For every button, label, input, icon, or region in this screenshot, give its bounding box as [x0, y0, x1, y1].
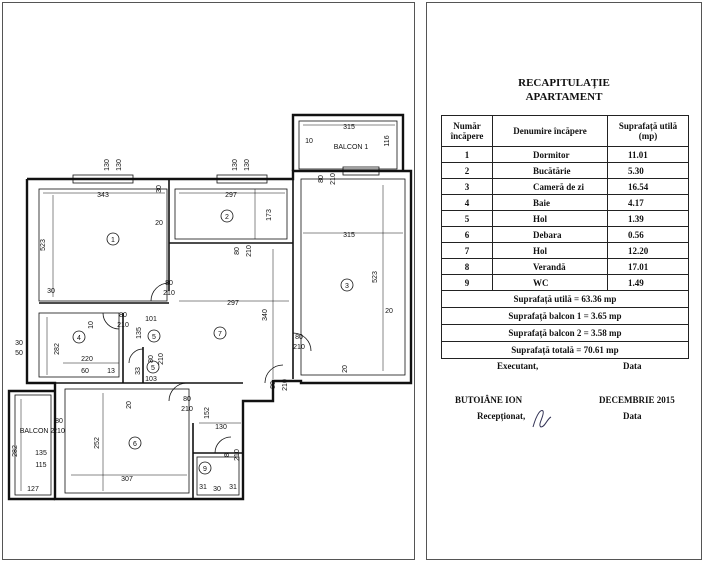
balcony-1-label: BALCON 1	[333, 144, 369, 151]
dim-282a: 282	[54, 343, 61, 355]
total-row: Suprafață totală = 70.61 mp	[442, 342, 689, 359]
dim-31b: 31	[229, 484, 237, 491]
dim-80a: 80	[234, 247, 241, 255]
dim-523b: 523	[372, 271, 379, 283]
dim-173: 173	[266, 209, 273, 221]
table-row: 4 Baie 4.17	[442, 195, 689, 211]
room-5a-num: 5	[152, 334, 156, 341]
dim-win2b: 130	[244, 159, 251, 171]
data-label-2: Data	[623, 411, 642, 421]
room-6-num: 6	[133, 441, 137, 448]
balcony-2-wall	[9, 391, 55, 499]
total-row: Suprafață balcon 2 = 3.58 mp	[442, 325, 689, 342]
room-5b-num: 5	[151, 365, 155, 372]
dim-30c: 30	[15, 340, 23, 347]
dim-252: 252	[94, 437, 101, 449]
dim-523a: 523	[40, 239, 47, 251]
dim-135: 135	[136, 327, 143, 339]
dim-343: 343	[97, 192, 109, 199]
bal1-10: 10	[305, 138, 313, 145]
bal2-135: 135	[35, 450, 47, 457]
dim-103: 103	[145, 376, 157, 383]
room-9-num: 9	[203, 466, 207, 473]
table-row: 1 Dormitor 11.01	[442, 147, 689, 163]
door-arc-5	[129, 349, 143, 363]
bal2-127: 127	[27, 486, 39, 493]
dim-210b: 210	[163, 290, 175, 297]
table-row: 9 WC 1.49	[442, 275, 689, 291]
dim-315: 315	[343, 232, 355, 239]
room-4-num: 4	[77, 335, 81, 342]
dim-60: 60	[81, 368, 89, 375]
recap-title-line2: APARTAMENT	[525, 91, 603, 103]
dim-80d: 80	[148, 355, 155, 363]
dim-297b: 297	[227, 300, 239, 307]
dim-307: 307	[121, 476, 133, 483]
dim-80e: 80	[119, 312, 127, 319]
door-arc-9	[215, 437, 231, 453]
dim-10a: 10	[88, 321, 95, 329]
dim-20d: 20	[126, 401, 133, 409]
total-row: Suprafață balcon 1 = 3.65 mp	[442, 308, 689, 325]
dim-340: 340	[262, 309, 269, 321]
dim-30b: 30	[47, 288, 55, 295]
recap-sheet	[426, 2, 702, 560]
receptionat-label: Recepționat,	[477, 411, 526, 421]
dim-33: 33	[135, 367, 142, 375]
dim-80f: 80	[183, 396, 191, 403]
dim-80g: 80	[270, 381, 277, 389]
dim-210g: 210	[282, 379, 289, 391]
dim-297a: 297	[225, 192, 237, 199]
dim-80c: 80	[295, 334, 303, 341]
table-row: 2 Bucătărie 5.30	[442, 163, 689, 179]
bal1-210: 210	[330, 173, 337, 185]
dim-13: 13	[107, 368, 115, 375]
dim-210f: 210	[181, 406, 193, 413]
bal1-116: 116	[384, 135, 391, 147]
bal2-80: 80	[55, 418, 63, 425]
dim-20c: 20	[342, 365, 349, 373]
dim-210d: 210	[158, 353, 165, 365]
dim-210e: 210	[117, 322, 129, 329]
dim-20a: 20	[155, 220, 163, 227]
dim-130: 130	[215, 424, 227, 431]
dim-210a: 210	[246, 245, 253, 257]
room-1-outline	[39, 189, 167, 301]
dim-win1a: 130	[104, 159, 111, 171]
dim-30a: 30	[156, 185, 163, 193]
room-3-num: 3	[345, 283, 349, 290]
floor-plan-sheet	[2, 2, 415, 560]
floor-plan-drawing	[3, 3, 416, 561]
room-1-num: 1	[111, 237, 115, 244]
table-row: 7 Hol 12.20	[442, 243, 689, 259]
dim-210h: 210	[234, 449, 241, 461]
dim-30d: 30	[213, 486, 221, 493]
dim-152: 152	[204, 407, 211, 419]
header-room-name: Denumire încăpere	[493, 116, 608, 147]
dim-315top: 315	[343, 124, 355, 131]
executant-label: Executant,	[497, 361, 539, 371]
dim-8: 8	[224, 453, 231, 457]
recap-title-line1: RECAPITULAȚIE	[518, 77, 610, 89]
bal2-210: 210	[53, 428, 65, 435]
dim-210c: 210	[293, 344, 305, 351]
dim-31a: 31	[199, 484, 207, 491]
dim-101: 101	[145, 316, 157, 323]
signature-mark	[527, 403, 557, 433]
executant-name: BUTOIÂNE ION	[455, 395, 523, 405]
balcony-2-label: BALCON 2	[19, 428, 55, 435]
balcony-2-outline	[15, 395, 51, 495]
header-room-number: Număr încăpere	[442, 116, 493, 147]
dim-220: 220	[81, 356, 93, 363]
room-2-num: 2	[225, 214, 229, 221]
table-row: 5 Hol 1.39	[442, 211, 689, 227]
dim-win1b: 130	[116, 159, 123, 171]
table-row: 8 Verandă 17.01	[442, 259, 689, 275]
room-3-outline	[301, 179, 405, 375]
bal2-115: 115	[35, 462, 47, 469]
table-row: 3 Cameră de zi 16.54	[442, 179, 689, 195]
dim-80b: 80	[165, 280, 173, 287]
data-label-1: Data	[623, 361, 642, 371]
bal1-80: 80	[318, 175, 325, 183]
table-row: 6 Debara 0.56	[442, 227, 689, 243]
room-7-num: 7	[218, 331, 222, 338]
header-area: Suprafață utilă (mp)	[608, 116, 689, 147]
dim-20b: 20	[385, 308, 393, 315]
recap-table	[441, 115, 689, 359]
total-row: Suprafață utilă = 63.36 mp	[442, 291, 689, 308]
table-header-row	[442, 116, 689, 147]
execution-date: DECEMBRIE 2015	[599, 395, 675, 405]
bal2-282: 282	[12, 445, 19, 457]
dim-50: 50	[15, 350, 23, 357]
dim-win2a: 130	[232, 159, 239, 171]
